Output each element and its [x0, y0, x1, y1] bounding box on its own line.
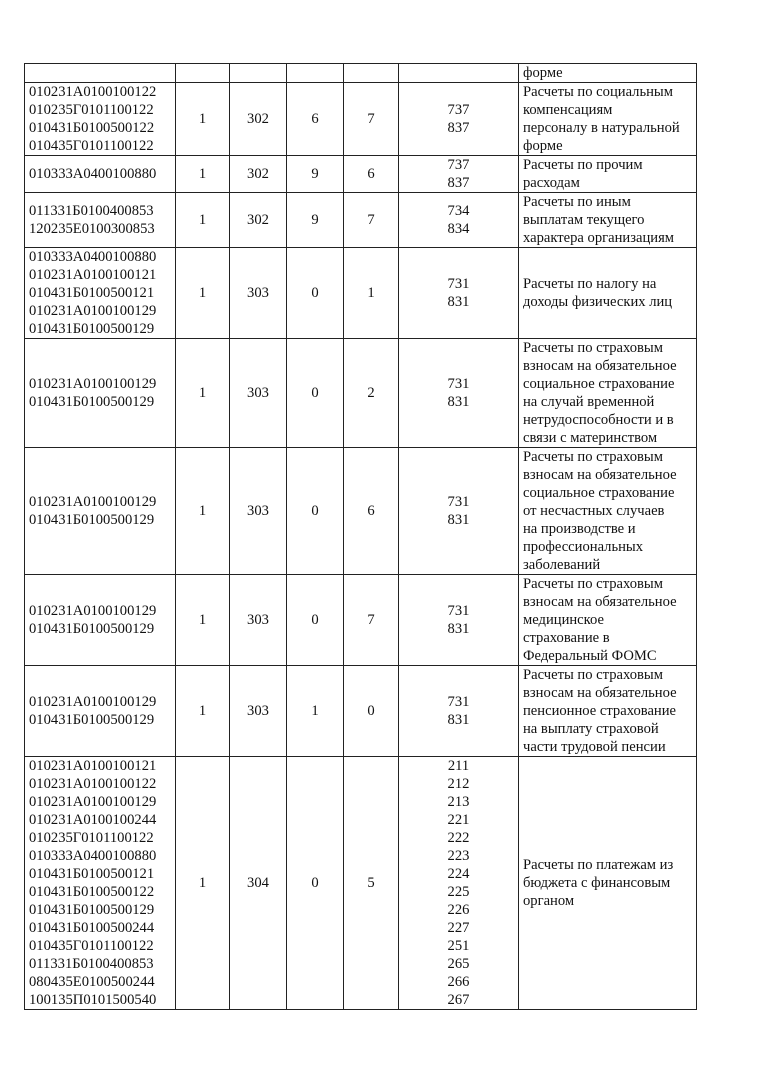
budget-code: 010431Б0100500129 [29, 512, 155, 528]
account-part-c2: 302 [230, 193, 287, 248]
description-line: взносам на обязательное [523, 685, 677, 701]
description-line: расходам [523, 175, 580, 191]
account-part-c1: 1 [176, 339, 230, 448]
description-line: медицинское [523, 612, 604, 628]
account-number: 831 [447, 512, 470, 528]
account-number: 224 [447, 866, 470, 882]
description-line: Расчеты по страховым [523, 667, 663, 683]
description-line: характера организациям [523, 230, 675, 246]
budget-code: 010231А0100100122 [29, 776, 157, 792]
account-part-c2: 304 [230, 757, 287, 1010]
description-line: пенсионное страхование [523, 703, 677, 719]
account-number: 266 [447, 974, 470, 990]
description-line: органом [523, 893, 575, 909]
budget-code: 010231А0100100129 [29, 303, 157, 319]
budget-code: 010235Г0101100122 [29, 830, 154, 846]
description-cell [519, 339, 697, 448]
budget-code: 010435Г0101100122 [29, 938, 154, 954]
account-number: 221 [447, 812, 470, 828]
budget-code: 010333А0400100880 [29, 166, 157, 182]
table-row [25, 193, 697, 248]
budget-code: 010231А0100100129 [29, 694, 157, 710]
budget-code: 010431Б0100500122 [29, 120, 155, 136]
description-line: Расчеты по прочим [523, 157, 643, 173]
description-cell [519, 156, 697, 193]
account-part-c2: 302 [230, 83, 287, 156]
budget-code: 010231А0100100122 [29, 84, 157, 100]
budget-code: 010431Б0100500121 [29, 285, 155, 301]
account-part-c2: 302 [230, 156, 287, 193]
description-line: на производстве и [523, 521, 636, 537]
description-line: от несчастных случаев [523, 503, 665, 519]
budget-code: 010435Г0101100122 [29, 138, 154, 154]
budget-code: 010431Б0100500129 [29, 712, 155, 728]
budget-code: 010231А0100100129 [29, 494, 157, 510]
budget-codes-cell [25, 156, 176, 193]
table-row [25, 156, 697, 193]
ledger-table [24, 63, 697, 1010]
budget-code: 010431Б0100500121 [29, 866, 155, 882]
account-number: 834 [447, 221, 470, 237]
account-number: 731 [447, 603, 470, 619]
account-part-c3: 0 [287, 575, 344, 666]
accounts-cell [399, 448, 519, 575]
description-cell [519, 666, 697, 757]
account-part-c4: 1 [344, 248, 399, 339]
budget-codes-cell [25, 83, 176, 156]
budget-code: 010431Б0100500122 [29, 884, 155, 900]
description-line: компенсациям [523, 102, 613, 118]
description-line: доходы физических лиц [523, 294, 673, 310]
account-part-c4: 2 [344, 339, 399, 448]
budget-code: 010231А0100100129 [29, 603, 157, 619]
account-part-c3: 0 [287, 448, 344, 575]
description-line: Расчеты по социальным [523, 84, 673, 100]
account-part-c1: 1 [176, 666, 230, 757]
account-part-c1: 1 [176, 156, 230, 193]
ledger-body [25, 64, 697, 1010]
account-part-c3: 0 [287, 248, 344, 339]
budget-codes-cell [25, 64, 176, 83]
description-line: форме [523, 65, 563, 81]
description-cell [519, 83, 697, 156]
account-number: 731 [447, 276, 470, 292]
account-number: 831 [447, 621, 470, 637]
budget-code: 010231А0100100121 [29, 758, 157, 774]
budget-codes-cell [25, 248, 176, 339]
account-number: 265 [447, 956, 470, 972]
account-number: 226 [447, 902, 470, 918]
account-number: 212 [447, 776, 470, 792]
account-number: 211 [447, 758, 470, 774]
budget-code: 010431Б0100500129 [29, 321, 155, 337]
budget-code: 010231А0100100129 [29, 794, 157, 810]
account-part-c1 [176, 64, 230, 83]
description-line: персоналу в натуральной [523, 120, 680, 136]
description-line: выплатам текущего [523, 212, 645, 228]
description-cell [519, 757, 697, 1010]
budget-code: 010231А0100100244 [29, 812, 157, 828]
budget-codes-cell [25, 666, 176, 757]
budget-code: 010333А0400100880 [29, 249, 157, 265]
account-part-c3: 0 [287, 339, 344, 448]
budget-code: 120235Е0100300853 [29, 221, 155, 237]
account-part-c4 [344, 64, 399, 83]
accounts-cell [399, 64, 519, 83]
description-line: связи с материнством [523, 430, 658, 446]
budget-code: 010431Б0100500129 [29, 394, 155, 410]
budget-code: 010235Г0101100122 [29, 102, 154, 118]
description-line: Расчеты по страховым [523, 576, 663, 592]
description-line: социальное страхование [523, 485, 675, 501]
table-row [25, 666, 697, 757]
account-part-c4: 6 [344, 448, 399, 575]
description-cell [519, 575, 697, 666]
budget-codes-cell [25, 193, 176, 248]
budget-code: 010333А0400100880 [29, 848, 157, 864]
account-part-c1: 1 [176, 83, 230, 156]
account-number: 731 [447, 694, 470, 710]
description-line: взносам на обязательное [523, 594, 677, 610]
account-number: 837 [447, 175, 470, 191]
description-cell [519, 193, 697, 248]
account-part-c3: 9 [287, 193, 344, 248]
account-number: 734 [447, 203, 470, 219]
description-line: бюджета с финансовым [523, 875, 671, 891]
account-number: 831 [447, 294, 470, 310]
budget-code: 010231А0100100129 [29, 376, 157, 392]
account-number: 225 [447, 884, 470, 900]
accounts-cell [399, 757, 519, 1010]
description-line: взносам на обязательное [523, 358, 677, 374]
description-line: части трудовой пенсии [523, 739, 666, 755]
description-line: Расчеты по платежам из [523, 857, 674, 873]
account-part-c2: 303 [230, 448, 287, 575]
description-line: на выплату страховой [523, 721, 659, 737]
account-part-c1: 1 [176, 248, 230, 339]
account-part-c1: 1 [176, 193, 230, 248]
account-part-c4: 7 [344, 83, 399, 156]
description-line: заболеваний [523, 557, 601, 573]
table-row [25, 575, 697, 666]
description-line: Расчеты по страховым [523, 449, 663, 465]
account-part-c4: 0 [344, 666, 399, 757]
account-number: 731 [447, 376, 470, 392]
budget-code: 080435Е0100500244 [29, 974, 155, 990]
description-cell [519, 448, 697, 575]
account-number: 227 [447, 920, 470, 936]
account-part-c3: 9 [287, 156, 344, 193]
budget-code: 011331Б0100400853 [29, 203, 154, 219]
account-number: 223 [447, 848, 470, 864]
account-number: 267 [447, 992, 470, 1008]
account-number: 737 [447, 157, 470, 173]
account-part-c2: 303 [230, 248, 287, 339]
account-part-c2: 303 [230, 339, 287, 448]
description-line: Расчеты по страховым [523, 340, 663, 356]
description-line: форме [523, 138, 563, 154]
description-line: Расчеты по иным [523, 194, 631, 210]
account-part-c3: 1 [287, 666, 344, 757]
accounts-cell [399, 193, 519, 248]
table-row [25, 448, 697, 575]
account-part-c4: 7 [344, 193, 399, 248]
account-number: 831 [447, 394, 470, 410]
table-row [25, 248, 697, 339]
description-cell [519, 248, 697, 339]
account-part-c4: 6 [344, 156, 399, 193]
budget-code: 100135П0101500540 [29, 992, 157, 1008]
account-number: 222 [447, 830, 470, 846]
table-row [25, 339, 697, 448]
account-part-c1: 1 [176, 448, 230, 575]
accounts-cell [399, 575, 519, 666]
account-number: 831 [447, 712, 470, 728]
account-number: 731 [447, 494, 470, 510]
account-part-c2: 303 [230, 575, 287, 666]
accounts-cell [399, 83, 519, 156]
account-number: 213 [447, 794, 470, 810]
account-part-c3: 6 [287, 83, 344, 156]
account-part-c3: 0 [287, 757, 344, 1010]
table-row [25, 757, 697, 1010]
budget-codes-cell [25, 575, 176, 666]
account-part-c3 [287, 64, 344, 83]
description-line: нетрудоспособности и в [523, 412, 674, 428]
account-part-c1: 1 [176, 757, 230, 1010]
table-row [25, 83, 697, 156]
description-line: на случай временной [523, 394, 655, 410]
budget-code: 010231А0100100121 [29, 267, 157, 283]
table-row [25, 64, 697, 83]
description-cell [519, 64, 697, 83]
description-line: взносам на обязательное [523, 467, 677, 483]
budget-code: 011331Б0100400853 [29, 956, 154, 972]
description-line: социальное страхование [523, 376, 675, 392]
budget-code: 010431Б0100500129 [29, 621, 155, 637]
budget-codes-cell [25, 757, 176, 1010]
budget-code: 010431Б0100500129 [29, 902, 155, 918]
account-number: 837 [447, 120, 470, 136]
account-part-c2: 303 [230, 666, 287, 757]
budget-code: 010431Б0100500244 [29, 920, 155, 936]
account-number: 737 [447, 102, 470, 118]
description-line: профессиональных [523, 539, 644, 555]
account-part-c4: 7 [344, 575, 399, 666]
accounts-cell [399, 666, 519, 757]
account-part-c2 [230, 64, 287, 83]
accounts-cell [399, 156, 519, 193]
budget-codes-cell [25, 448, 176, 575]
description-line: страхование в [523, 630, 610, 646]
account-number: 251 [447, 938, 470, 954]
budget-codes-cell [25, 339, 176, 448]
account-part-c4: 5 [344, 757, 399, 1010]
account-part-c1: 1 [176, 575, 230, 666]
accounts-cell [399, 248, 519, 339]
accounts-cell [399, 339, 519, 448]
description-line: Расчеты по налогу на [523, 276, 657, 292]
description-line: Федеральный ФОМС [523, 648, 657, 664]
